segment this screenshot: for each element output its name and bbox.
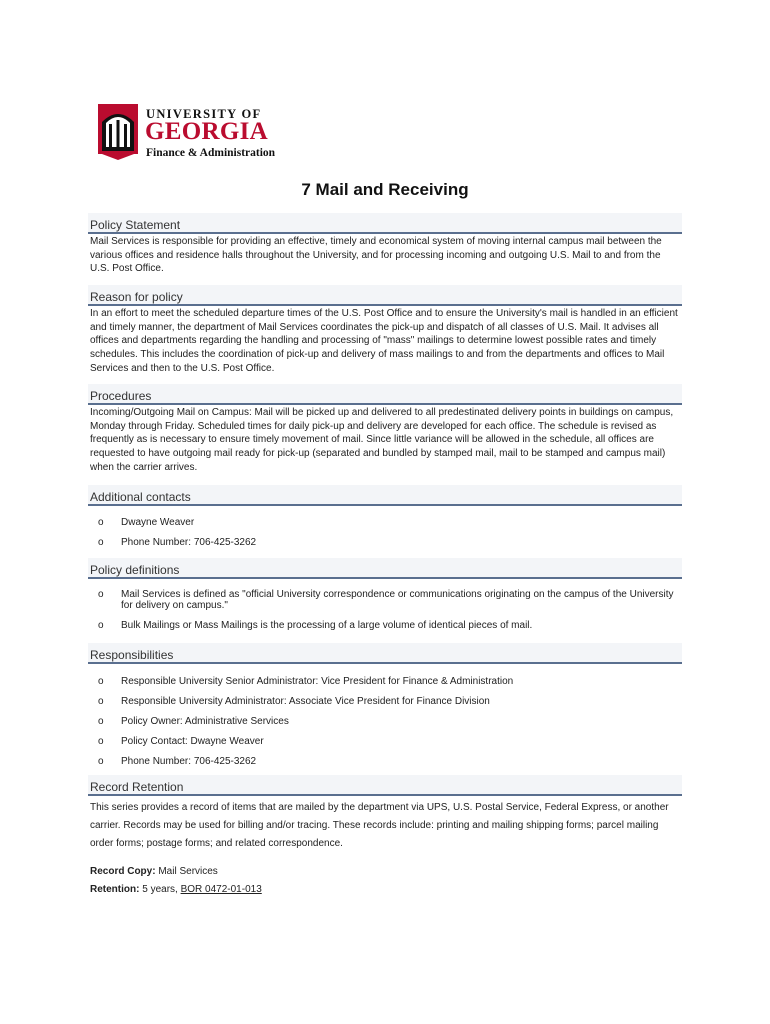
definition-text: Mail Services is defined as "official University correspondence or communications originating on the campus of the University for delivery on campus." bbox=[121, 589, 674, 611]
bullet-icon: o bbox=[98, 736, 104, 747]
retention-section bbox=[88, 775, 682, 899]
record-copy-label: Record Copy: bbox=[90, 866, 156, 877]
list-item bbox=[90, 715, 682, 729]
policy-statement-section bbox=[88, 213, 682, 276]
bor-link[interactable]: BOR 0472-01-013 bbox=[180, 884, 262, 895]
retention-body: This series provides a record of items that are mailed by the department via UPS, U.S. Postal Service, Federal Express, or another carrier. Records may be used for billing and/or tracing. These records include: printing and mailing shipping forms; parcel mailing order forms; postage forms; and related correspondence. bbox=[90, 802, 669, 849]
logo-stamp: 1785 bbox=[112, 152, 124, 158]
procedures-section bbox=[88, 384, 682, 475]
contact-phone: Phone Number: 706-425-3262 bbox=[121, 537, 257, 548]
uga-logo bbox=[98, 104, 288, 160]
retention-line bbox=[90, 881, 682, 899]
list-item bbox=[90, 675, 682, 689]
list-item bbox=[90, 735, 682, 749]
bullet-icon: o bbox=[98, 620, 104, 631]
responsibility-text: Policy Contact: Dwayne Weaver bbox=[121, 736, 264, 747]
list-item bbox=[90, 695, 682, 709]
definition-text: Bulk Mailings or Mass Mailings is the processing of a large volume of identical pieces of mail. bbox=[121, 620, 533, 631]
record-copy bbox=[90, 863, 682, 881]
list-item bbox=[90, 516, 682, 530]
list-item bbox=[90, 589, 682, 611]
bullet-icon: o bbox=[98, 716, 104, 727]
bullet-icon: o bbox=[98, 676, 104, 687]
reason-section bbox=[88, 285, 682, 376]
logo-finance: Finance & Administration bbox=[146, 147, 276, 159]
retention-label: Retention: bbox=[90, 884, 140, 895]
responsibility-text: Policy Owner: Administrative Services bbox=[121, 716, 289, 727]
bullet-icon: o bbox=[98, 517, 104, 528]
responsibility-text: Responsible University Administrator: Associate Vice President for Finance Division bbox=[121, 696, 490, 707]
list-item bbox=[90, 536, 682, 550]
section-body: Incoming/Outgoing Mail on Campus: Mail will be picked up and delivered to all predestinated delivery points in buildings on campus, Monday through Friday. Scheduled times for daily pick-up and delivery are developed for each office. The schedule is revised as frequently as is necessary to ensure timely movement of mail. Since little variance will be allowed in the schedule, all offices are requested to have outgoing mail ready for pick-up (separated and bundled by stamped mail, mail to be stamped and campus mail) when the carrier arrives. bbox=[90, 407, 674, 473]
page-title: 7 Mail and Receiving bbox=[301, 180, 469, 199]
section-heading: Additional contacts bbox=[88, 485, 682, 506]
logo-georgia: GEORGIA bbox=[145, 118, 268, 145]
bullet-icon: o bbox=[98, 537, 104, 548]
section-heading: Record Retention bbox=[88, 775, 682, 796]
responsibility-text: Responsible University Senior Administrator: Vice President for Finance & Administration bbox=[121, 676, 514, 687]
section-heading: Responsibilities bbox=[88, 643, 682, 664]
definitions-section bbox=[88, 558, 682, 634]
section-body: In an effort to meet the scheduled departure times of the U.S. Post Office and to ensure the University's mail is handled in an efficient and timely manner, the department of Mail Services coordinates the pick-up and dispatch of all classes of U.S. Mail. It advises all offices and departments regarding the handling and processing of "mass" mailings to determine lowest possible rates and timely schedules. This includes the coordination of pick-up and delivery of mass mailings to and from the departments and offices to Mail Services and then to the U.S. Post Office. bbox=[90, 308, 678, 374]
responsibilities-section bbox=[88, 643, 682, 769]
logo-university-of: UNIVERSITY OF bbox=[146, 107, 262, 121]
contacts-section bbox=[88, 485, 682, 550]
list-item bbox=[90, 620, 682, 634]
section-heading: Reason for policy bbox=[88, 285, 682, 306]
responsibility-text: Phone Number: 706-425-3262 bbox=[121, 756, 257, 767]
retention-value: 5 years, bbox=[142, 884, 178, 895]
contact-name: Dwayne Weaver bbox=[121, 517, 195, 528]
list-item bbox=[90, 755, 682, 769]
section-heading: Policy definitions bbox=[88, 558, 682, 579]
bullet-icon: o bbox=[98, 696, 104, 707]
record-copy-value: Mail Services bbox=[158, 866, 218, 877]
section-body: Mail Services is responsible for providing an effective, timely and economical system of moving internal campus mail between the various offices and residence halls throughout the University, and for processing incoming and outgoing U.S. Mail to and from the U.S. Post Office. bbox=[90, 236, 662, 275]
section-heading: Procedures bbox=[88, 384, 682, 405]
section-heading: Policy Statement bbox=[88, 213, 682, 234]
bullet-icon: o bbox=[98, 756, 104, 767]
bullet-icon: o bbox=[98, 589, 104, 600]
